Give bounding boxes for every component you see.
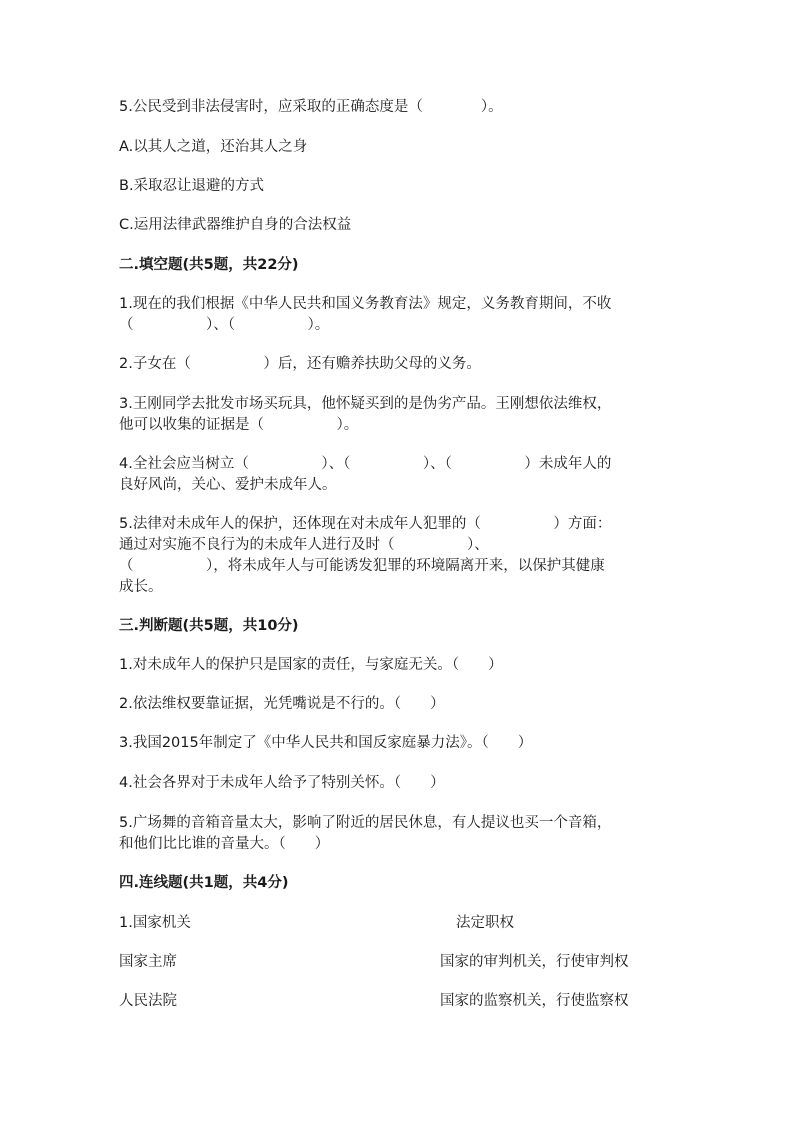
judge-q1: 1.对未成年人的保护只是国家的责任，与家庭无关。（ ） xyxy=(119,657,503,673)
match-section-heading: 四.连线题(共1题，共4分) xyxy=(119,875,289,891)
mc-q5-stem: 5.公民受到非法侵害时，应采取的正确态度是（ ）。 xyxy=(119,99,503,115)
fill-q5-line3: （ ），将未成年人与可能诱发犯罪的环境隔离开来，以保护其健康 xyxy=(119,558,605,574)
fill-section-heading: 二.填空题(共5题，共22分) xyxy=(119,257,299,273)
fill-q5-line1: 5.法律对未成年人的保护，还体现在对未成年人犯罪的（ ）方面： xyxy=(119,516,612,532)
match-left-header: 1.国家机关 xyxy=(119,915,191,931)
fill-q3-line2: 他可以收集的证据是（ ）。 xyxy=(119,417,359,433)
fill-q2: 2.子女在（ ）后，还有赡养扶助父母的义务。 xyxy=(119,356,481,372)
judge-q4: 4.社会各界对于未成年人给予了特别关怀。（ ） xyxy=(119,775,445,791)
match-left-item: 人民法院 xyxy=(119,993,177,1009)
fill-q4-line1: 4.全社会应当树立（ ）、（ ）、（ ）未成年人的 xyxy=(119,456,612,472)
judge-q5-line1: 5.广场舞的音箱音量太大，影响了附近的居民休息，有人提议也买一个音箱， xyxy=(119,815,612,831)
match-right-item: 国家的审判机关，行使审判权 xyxy=(440,954,629,970)
judge-section-heading: 三.判断题(共5题，共10分) xyxy=(119,618,299,634)
judge-q5-line2: 和他们比比谁的音量大。（ ） xyxy=(119,836,330,852)
match-right-header: 法定职权 xyxy=(456,915,514,931)
fill-q5-line4: 成长。 xyxy=(119,579,163,595)
fill-q1-line1: 1.现在的我们根据《中华人民共和国义务教育法》规定，义务教育期间，不收 xyxy=(119,296,612,312)
fill-q4-line2: 良好风尚，关心、爱护未成年人。 xyxy=(119,477,337,493)
match-left-item: 国家主席 xyxy=(119,954,177,970)
mc-q5-option-c: C.运用法律武器维护自身的合法权益 xyxy=(119,217,352,233)
fill-q5-line2: 通过对实施不良行为的未成年人进行及时（ ）、 xyxy=(119,537,489,553)
judge-q2: 2.依法维权要靠证据，光凭嘴说是不行的。（ ） xyxy=(119,696,445,712)
fill-q1-line2: （ ）、（ ）。 xyxy=(119,317,330,333)
fill-q3-line1: 3.王刚同学去批发市场买玩具，他怀疑买到的是伪劣产品。王刚想依法维权， xyxy=(119,396,612,412)
judge-q3: 3.我国2015年制定了《中华人民共和国反家庭暴力法》。（ ） xyxy=(119,735,533,751)
mc-q5-option-b: B.采取忍让退避的方式 xyxy=(119,178,265,194)
mc-q5-option-a: A.以其人之道，还治其人之身 xyxy=(119,139,308,155)
match-right-item: 国家的监察机关，行使监察权 xyxy=(440,993,629,1009)
